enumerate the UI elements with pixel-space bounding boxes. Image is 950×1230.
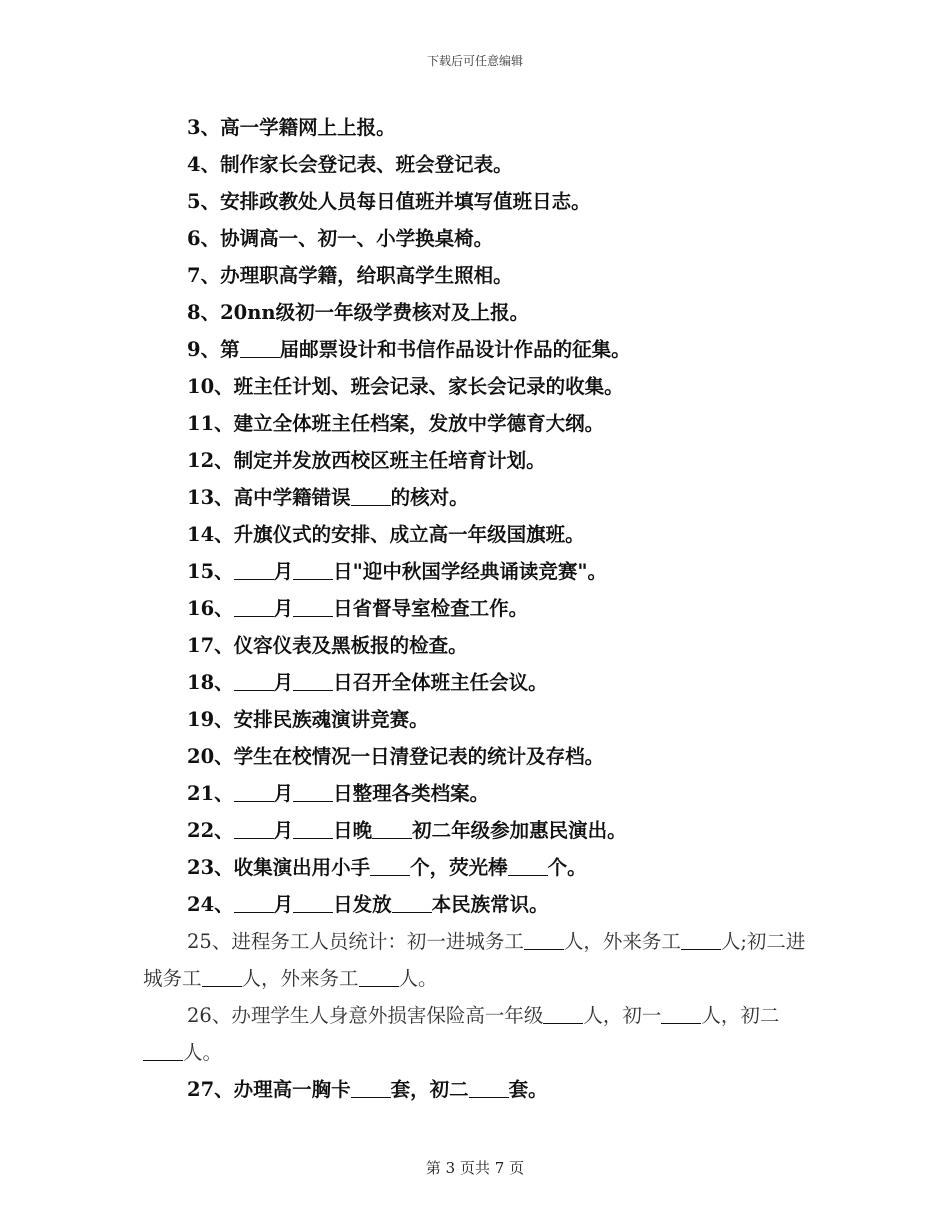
item-text: 月 — [273, 560, 294, 583]
list-item — [187, 627, 950, 664]
item-text: 人，初二 — [701, 1004, 780, 1027]
fill-blank — [240, 337, 280, 358]
item-number: 21、 — [187, 782, 234, 805]
item-text: 人。 — [183, 1041, 223, 1064]
item-text: 月 — [273, 597, 294, 620]
paragraph — [143, 923, 808, 997]
item-text: 届邮票设计和书信作品设计作品的征集。 — [279, 338, 631, 361]
list-item — [187, 886, 950, 923]
item-text: 日整理各类档案。 — [333, 782, 490, 805]
task-list-tail — [0, 1071, 950, 1108]
list-item — [187, 553, 950, 590]
item-number: 17、 — [187, 634, 234, 657]
list-item — [187, 849, 950, 886]
list-item — [187, 220, 950, 257]
item-text: 建立全体班主任档案，发放中学德育大纲。 — [233, 412, 605, 435]
item-text: 日发放 — [333, 893, 392, 916]
item-number: 11、 — [187, 412, 234, 435]
fill-blank — [293, 892, 333, 913]
item-number: 4、 — [187, 153, 221, 176]
list-item — [187, 664, 950, 701]
item-text: 25、进程务工人员统计：初一进城务工 — [187, 930, 524, 953]
item-number: 14、 — [187, 523, 234, 546]
item-text: 26、办理学生人身意外损害保险高一年级 — [187, 1004, 544, 1027]
item-text: 人，外来务工 — [241, 967, 359, 990]
item-number: 13、 — [187, 486, 234, 509]
item-text: 学生在校情况一日清登记表的统计及存档。 — [233, 745, 605, 768]
fill-blank — [143, 1040, 183, 1061]
item-text: 个，荧光棒 — [410, 856, 508, 879]
item-text: 高一学籍网上上报。 — [220, 116, 396, 139]
item-text: 人，外来务工 — [563, 930, 681, 953]
list-item — [187, 294, 950, 331]
list-item — [187, 775, 950, 812]
document-body — [0, 109, 950, 1108]
item-text: 初二年级参加惠民演出。 — [412, 819, 627, 842]
item-number: 23、 — [187, 856, 234, 879]
item-text: 20nn级初一年级学费核对及上报。 — [220, 301, 530, 324]
list-item — [187, 109, 950, 146]
item-text: 月 — [273, 782, 294, 805]
fill-blank — [293, 818, 333, 839]
item-text: 协调高一、初一、小学换桌椅。 — [220, 227, 494, 250]
item-number: 22、 — [187, 819, 234, 842]
item-number: 24、 — [187, 893, 234, 916]
fill-blank — [370, 855, 410, 876]
item-number: 20、 — [187, 745, 234, 768]
item-text: 安排政教处人员每日值班并填写值班日志。 — [220, 190, 591, 213]
item-number: 10、 — [187, 375, 234, 398]
fill-blank — [293, 670, 333, 691]
item-text: 的核对。 — [390, 486, 469, 509]
list-item — [187, 479, 950, 516]
item-text: 本民族常识。 — [431, 893, 549, 916]
item-text: 升旗仪式的安排、成立高一年级国旗班。 — [233, 523, 585, 546]
paragraph-list — [0, 923, 950, 1071]
item-text: 套，初二 — [390, 1078, 469, 1101]
item-number: 9、 — [187, 338, 221, 361]
item-number: 6、 — [187, 227, 221, 250]
item-number: 15、 — [187, 560, 234, 583]
item-number: 12、 — [187, 449, 234, 472]
list-item — [187, 257, 950, 294]
list-item — [187, 146, 950, 183]
fill-blank — [234, 596, 274, 617]
item-text: 办理高一胸卡 — [233, 1078, 351, 1101]
fill-blank — [681, 929, 721, 950]
fill-blank — [234, 670, 274, 691]
task-list — [0, 109, 950, 923]
fill-blank — [293, 781, 333, 802]
list-item — [187, 442, 950, 479]
item-text: 个。 — [547, 856, 587, 879]
fill-blank — [293, 596, 333, 617]
item-text: 收集演出用小手 — [233, 856, 371, 879]
item-text: 月 — [273, 893, 294, 916]
paragraph — [143, 997, 808, 1071]
item-text: 套。 — [508, 1078, 548, 1101]
fill-blank — [202, 966, 242, 987]
item-number: 8、 — [187, 301, 221, 324]
item-text: 人，初一 — [583, 1004, 662, 1027]
item-text: 班主任计划、班会记录、家长会记录的收集。 — [233, 375, 624, 398]
item-number: 7、 — [187, 264, 221, 287]
fill-blank — [351, 1077, 391, 1098]
list-item — [187, 590, 950, 627]
item-text: 人。 — [398, 967, 438, 990]
fill-blank — [661, 1003, 701, 1024]
item-text: 仪容仪表及黑板报的检查。 — [233, 634, 468, 657]
page-footer: 第 3 页共 7 页 — [425, 1159, 525, 1177]
item-text: 第 — [220, 338, 240, 361]
fill-blank — [543, 1003, 583, 1024]
fill-blank — [359, 966, 399, 987]
fill-blank — [234, 781, 274, 802]
list-item — [187, 738, 950, 775]
item-number: 5、 — [187, 190, 221, 213]
fill-blank — [392, 892, 432, 913]
fill-blank — [524, 929, 564, 950]
list-item — [187, 516, 950, 553]
item-number: 3、 — [187, 116, 221, 139]
fill-blank — [351, 485, 391, 506]
item-number: 18、 — [187, 671, 234, 694]
fill-blank — [234, 892, 274, 913]
fill-blank — [508, 855, 548, 876]
item-text: 日"迎中秋国学经典诵读竞赛"。 — [333, 560, 607, 583]
list-item — [187, 812, 950, 849]
fill-blank — [234, 818, 274, 839]
list-item — [187, 1071, 950, 1108]
item-text: 人;初二进城务工 — [143, 930, 806, 990]
fill-blank — [293, 559, 333, 580]
list-item — [187, 368, 950, 405]
item-text: 办理职高学籍，给职高学生照相。 — [220, 264, 513, 287]
fill-blank — [469, 1077, 509, 1098]
list-item — [187, 183, 950, 220]
item-text: 制定并发放西校区班主任培育计划。 — [233, 449, 546, 472]
item-text: 月 — [273, 819, 294, 842]
item-number: 19、 — [187, 708, 234, 731]
page-header: 下载后可任意编辑 — [426, 54, 523, 68]
list-item — [187, 331, 950, 368]
list-item — [187, 405, 950, 442]
item-number: 16、 — [187, 597, 234, 620]
fill-blank — [234, 559, 274, 580]
item-text: 月 — [273, 671, 294, 694]
item-text: 制作家长会登记表、班会登记表。 — [220, 153, 513, 176]
item-text: 安排民族魂演讲竞赛。 — [233, 708, 429, 731]
list-item — [187, 701, 950, 738]
item-text: 日晚 — [333, 819, 373, 842]
item-number: 27、 — [187, 1078, 234, 1101]
item-text: 高中学籍错误 — [233, 486, 351, 509]
item-text: 日省督导室检查工作。 — [333, 597, 529, 620]
item-text: 日召开全体班主任会议。 — [333, 671, 548, 694]
fill-blank — [372, 818, 412, 839]
